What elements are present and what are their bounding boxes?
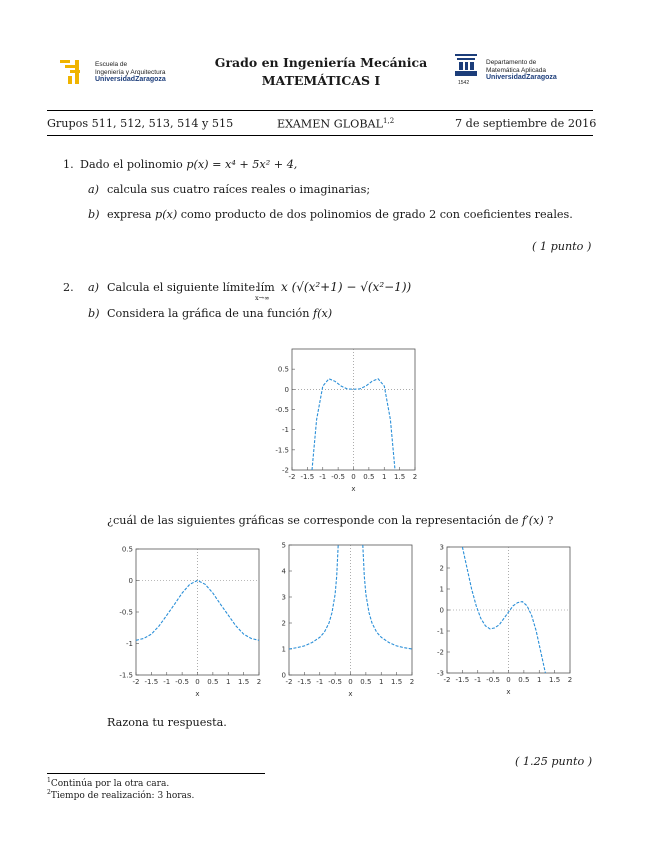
q1-b-text bbox=[107, 208, 573, 221]
x-tick-label: 2 bbox=[567, 676, 573, 684]
x-tick-label: 1 bbox=[537, 676, 542, 684]
footnote-1-text: Continúa por la otra cara. bbox=[50, 779, 170, 789]
q1-a-text: calcula sus cuatro raíces reales o imaginarias; bbox=[107, 183, 371, 196]
q1-number: 1. bbox=[63, 158, 74, 171]
plot-frame bbox=[289, 545, 412, 675]
x-tick-label: 0.5 bbox=[518, 676, 530, 684]
x-tick-label: 1.5 bbox=[238, 678, 250, 686]
x-tick-label: 0 bbox=[195, 678, 200, 686]
footnote-1-mark: 1 bbox=[47, 777, 51, 784]
y-tick-label: 0 bbox=[281, 671, 286, 680]
x-tick-label: -1.5 bbox=[455, 676, 470, 684]
series-line bbox=[136, 581, 259, 641]
exam-title-footnotes: 1,2 bbox=[383, 117, 395, 125]
department-logo bbox=[453, 53, 583, 89]
department-logo-line3: UniversidadZaragoza bbox=[486, 74, 557, 81]
y-tick-label: -1 bbox=[282, 426, 289, 435]
x-tick-label: -1.5 bbox=[297, 678, 312, 686]
chart-option-a[interactable] bbox=[108, 540, 268, 700]
x-tick-label: -1.5 bbox=[144, 678, 159, 686]
q1-polynomial: p(x) = x⁴ + 5x² + 4, bbox=[186, 158, 298, 171]
footnote-2-mark: 2 bbox=[47, 789, 51, 796]
degree-title: Grado en Ingeniería Mecánica bbox=[214, 55, 428, 70]
y-tick-label: 1 bbox=[439, 585, 444, 594]
y-tick-label: -2 bbox=[282, 466, 289, 475]
x-tick-label: 2 bbox=[409, 678, 415, 686]
school-logo bbox=[57, 56, 167, 86]
x-tick-label: 1 bbox=[379, 678, 384, 686]
x-tick-label: 2 bbox=[256, 678, 262, 686]
q1-intro: Dado el polinomio bbox=[80, 158, 187, 171]
x-tick-label: -0.5 bbox=[331, 473, 345, 481]
y-tick-label: -1 bbox=[126, 640, 133, 648]
y-tick-label: 0.5 bbox=[121, 545, 133, 554]
header-rule-bottom bbox=[47, 135, 593, 136]
q2-points: ( 1.25 punto ) bbox=[515, 755, 593, 768]
x-tick-label: -2 bbox=[132, 678, 140, 686]
q2-b-text-1: Considera la gráfica de una función bbox=[107, 307, 313, 320]
x-tick-label: 0 bbox=[351, 473, 356, 481]
x-tick-label: -1 bbox=[316, 678, 324, 686]
x-tick-label: 0.5 bbox=[207, 678, 219, 686]
x-tick-label: 1.5 bbox=[394, 473, 406, 481]
y-tick-label: -0.5 bbox=[275, 406, 289, 414]
x-tick-label: -0.5 bbox=[328, 678, 342, 686]
y-tick-label: -0.5 bbox=[119, 608, 133, 617]
chart-option-b[interactable] bbox=[275, 540, 425, 700]
series-line bbox=[363, 545, 412, 649]
q2-lim-expression: x (√(x²+1) − √(x²−1)) bbox=[281, 280, 412, 294]
exam-date: 7 de septiembre de 2016 bbox=[455, 117, 597, 130]
q1-b-px: p(x) bbox=[155, 208, 178, 221]
footnote-2 bbox=[47, 789, 194, 801]
q2-question-fp: f′(x) bbox=[522, 514, 544, 527]
school-logo-line1: Escuela de bbox=[95, 61, 128, 68]
q2-lim-word: lím bbox=[257, 281, 275, 294]
q1-points: ( 1 punto ) bbox=[532, 240, 592, 253]
x-axis-label: x bbox=[195, 690, 200, 698]
x-tick-label: -1 bbox=[319, 473, 327, 481]
x-tick-label: -1.5 bbox=[300, 473, 315, 481]
x-tick-label: 2 bbox=[412, 473, 418, 481]
chart-f bbox=[268, 338, 428, 493]
footnote-2-text: Tiempo de realización: 3 horas. bbox=[50, 791, 195, 801]
y-tick-label: -3 bbox=[437, 669, 444, 678]
x-axis-label: x bbox=[348, 690, 353, 698]
x-tick-label: -2 bbox=[443, 676, 451, 684]
q2-lim-subscript: x→∞ bbox=[255, 294, 270, 302]
x-tick-label: -1 bbox=[474, 676, 482, 684]
q1-a-label: a) bbox=[88, 183, 100, 196]
q2-b-fx: f(x) bbox=[312, 307, 333, 320]
school-logo-line2: Ingeniería y Arquitectura bbox=[95, 68, 166, 76]
x-tick-label: -2 bbox=[285, 678, 293, 686]
q2-question bbox=[107, 514, 553, 527]
x-tick-label: 1 bbox=[226, 678, 231, 686]
department-logo-line1: Departamento de bbox=[486, 59, 537, 66]
y-tick-label: 0.5 bbox=[277, 365, 289, 374]
department-logo-year: 1542 bbox=[458, 80, 470, 86]
series-line bbox=[289, 545, 338, 649]
school-logo-line3: UniversidadZaragoza bbox=[95, 76, 166, 83]
q2-b-label: b) bbox=[88, 307, 100, 320]
q2-b-text bbox=[107, 307, 332, 320]
department-logo-line2: Matemática Aplicada bbox=[486, 66, 546, 74]
y-tick-label: 2 bbox=[281, 619, 286, 628]
y-tick-label: 1 bbox=[281, 645, 286, 654]
footnote-1 bbox=[47, 777, 169, 789]
footnote-rule bbox=[47, 773, 265, 774]
q1-b-text-1: expresa bbox=[107, 208, 156, 221]
y-tick-label: -1 bbox=[437, 627, 444, 636]
y-tick-label: 0 bbox=[284, 385, 289, 394]
y-tick-label: -2 bbox=[437, 648, 444, 657]
q2-reason: Razona tu respuesta. bbox=[107, 716, 227, 729]
x-tick-label: 0 bbox=[506, 676, 511, 684]
x-tick-label: -1 bbox=[163, 678, 171, 686]
x-axis-label: x bbox=[506, 688, 511, 696]
groups-label: Grupos 511, 512, 513, 514 y 515 bbox=[47, 117, 234, 130]
q1-b-text-2: como producto de dos polinomios de grado 2 con coeficientes reales. bbox=[177, 208, 573, 221]
y-tick-label: 0 bbox=[439, 606, 444, 615]
q2-a-label: a) bbox=[88, 281, 100, 294]
y-tick-label: 4 bbox=[281, 567, 286, 576]
y-tick-label: -1.5 bbox=[119, 671, 133, 680]
y-tick-label: 0 bbox=[128, 577, 133, 585]
q1-statement bbox=[80, 158, 297, 171]
x-tick-label: 0 bbox=[348, 678, 353, 686]
x-axis-label: x bbox=[351, 485, 356, 493]
y-tick-label: 3 bbox=[439, 543, 444, 552]
subject-title: MATEMÁTICAS I bbox=[261, 73, 381, 88]
x-tick-label: -2 bbox=[288, 473, 296, 481]
q2-question-2: ? bbox=[543, 514, 554, 527]
q1-b-label: b) bbox=[88, 208, 100, 221]
q2-question-1: ¿cuál de las siguientes gráficas se corresponde con la representación de bbox=[107, 514, 523, 527]
school-logo-icon bbox=[57, 56, 87, 86]
x-tick-label: 1.5 bbox=[391, 678, 403, 686]
x-tick-label: 0.5 bbox=[363, 473, 375, 481]
x-tick-label: -0.5 bbox=[175, 678, 189, 686]
y-tick-label: 3 bbox=[281, 593, 286, 602]
x-tick-label: -0.5 bbox=[486, 676, 500, 684]
x-tick-label: 1.5 bbox=[549, 676, 561, 684]
y-tick-label: -1.5 bbox=[275, 446, 289, 455]
q2-a-text: Calcula el siguiente límite: bbox=[107, 281, 259, 294]
chart-option-c[interactable] bbox=[433, 540, 583, 700]
x-tick-label: 1 bbox=[382, 473, 387, 481]
x-tick-label: 0.5 bbox=[360, 678, 372, 686]
y-tick-label: 2 bbox=[439, 564, 444, 573]
y-tick-label: 5 bbox=[281, 541, 286, 550]
q2-number: 2. bbox=[63, 281, 74, 294]
exam-title-text: EXAMEN GLOBAL bbox=[277, 117, 384, 131]
header-rule-top bbox=[47, 110, 593, 111]
exam-title bbox=[277, 117, 394, 131]
